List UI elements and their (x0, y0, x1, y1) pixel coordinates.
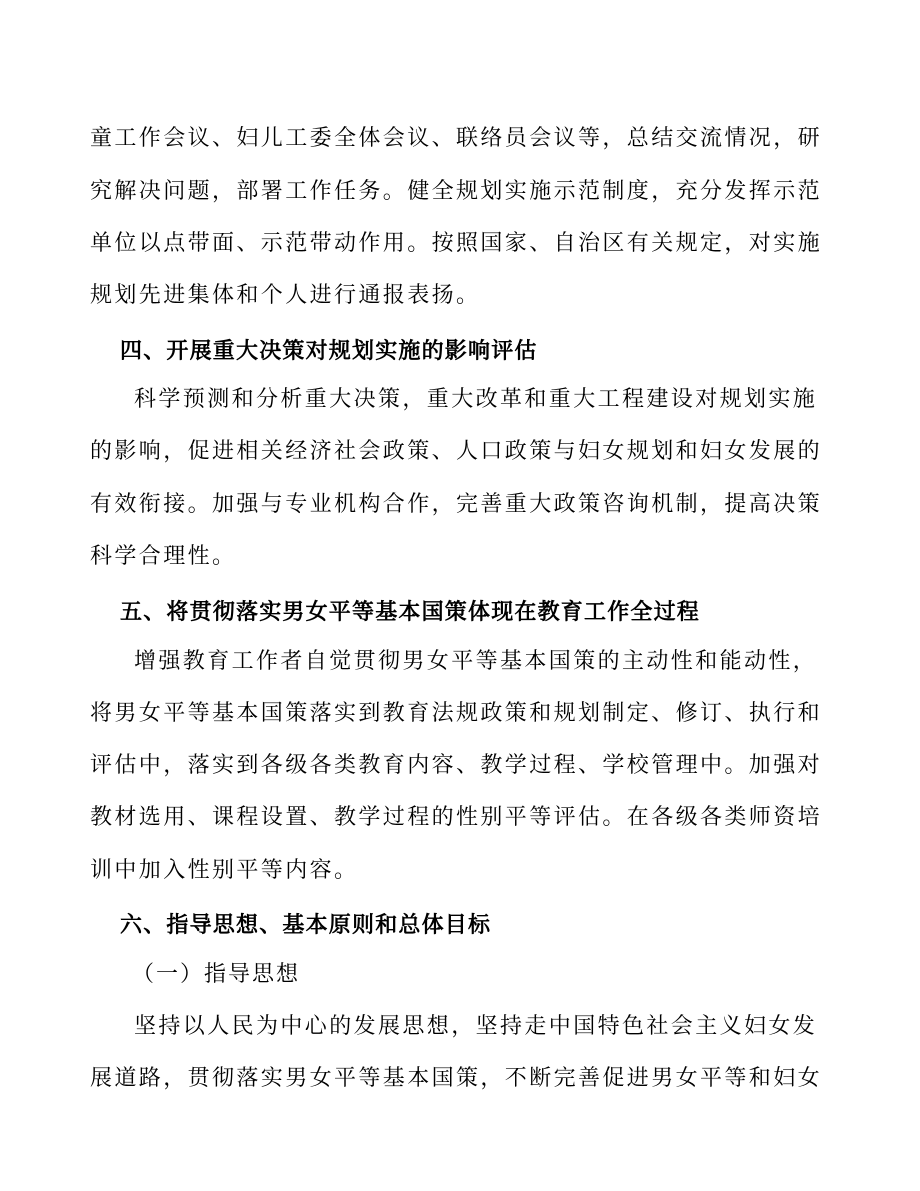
paragraph-line: 有效衔接。加强与专业机构合作，完善重大政策咨询机制，提高决策 (90, 492, 823, 517)
section-heading-6: 六、指导思想、基本原则和总体目标 (120, 913, 492, 938)
paragraph-line: 增强教育工作者自觉贯彻男女平等基本国策的主动性和能动性， (134, 649, 818, 674)
paragraph-line: 评估中，落实到各级各类教育内容、教学过程、学校管理中。加强对 (90, 753, 823, 778)
paragraph-line: 展道路，贯彻落实男女平等基本国策，不断完善促进男女平等和妇女 (90, 1066, 823, 1091)
section-heading-4: 四、开展重大决策对规划实施的影响评估 (120, 339, 538, 364)
paragraph-line: 坚持以人民为中心的发展思想，坚持走中国特色社会主义妇女发 (134, 1014, 818, 1039)
paragraph-line: 科学合理性。 (90, 544, 237, 569)
paragraph-line: 童工作会议、妇儿工委全体会议、联络员会议等，总结交流情况，研 (90, 126, 823, 151)
paragraph-line: 教材选用、课程设置、教学过程的性别平等评估。在各级各类师资培 (90, 805, 823, 830)
paragraph-line: 规划先进集体和个人进行通报表扬。 (90, 283, 481, 308)
paragraph-line: 训中加入性别平等内容。 (90, 858, 359, 883)
paragraph-line: 的影响，促进相关经济社会政策、人口政策与妇女规划和妇女发展的 (90, 439, 823, 464)
paragraph-line: 将男女平等基本国策落实到教育法规政策和规划制定、修订、执行和 (90, 701, 823, 726)
paragraph-line: 究解决问题，部署工作任务。健全规划实施示范制度，充分发挥示范 (90, 179, 823, 204)
section-heading-5: 五、将贯彻落实男女平等基本国策体现在教育工作全过程 (120, 600, 701, 625)
subsection-heading: （一）指导思想 (132, 962, 301, 987)
paragraph-line: 科学预测和分析重大决策，重大改革和重大工程建设对规划实施 (134, 387, 818, 412)
paragraph-line: 单位以点带面、示范带动作用。按照国家、自治区有关规定，对实施 (90, 231, 823, 256)
